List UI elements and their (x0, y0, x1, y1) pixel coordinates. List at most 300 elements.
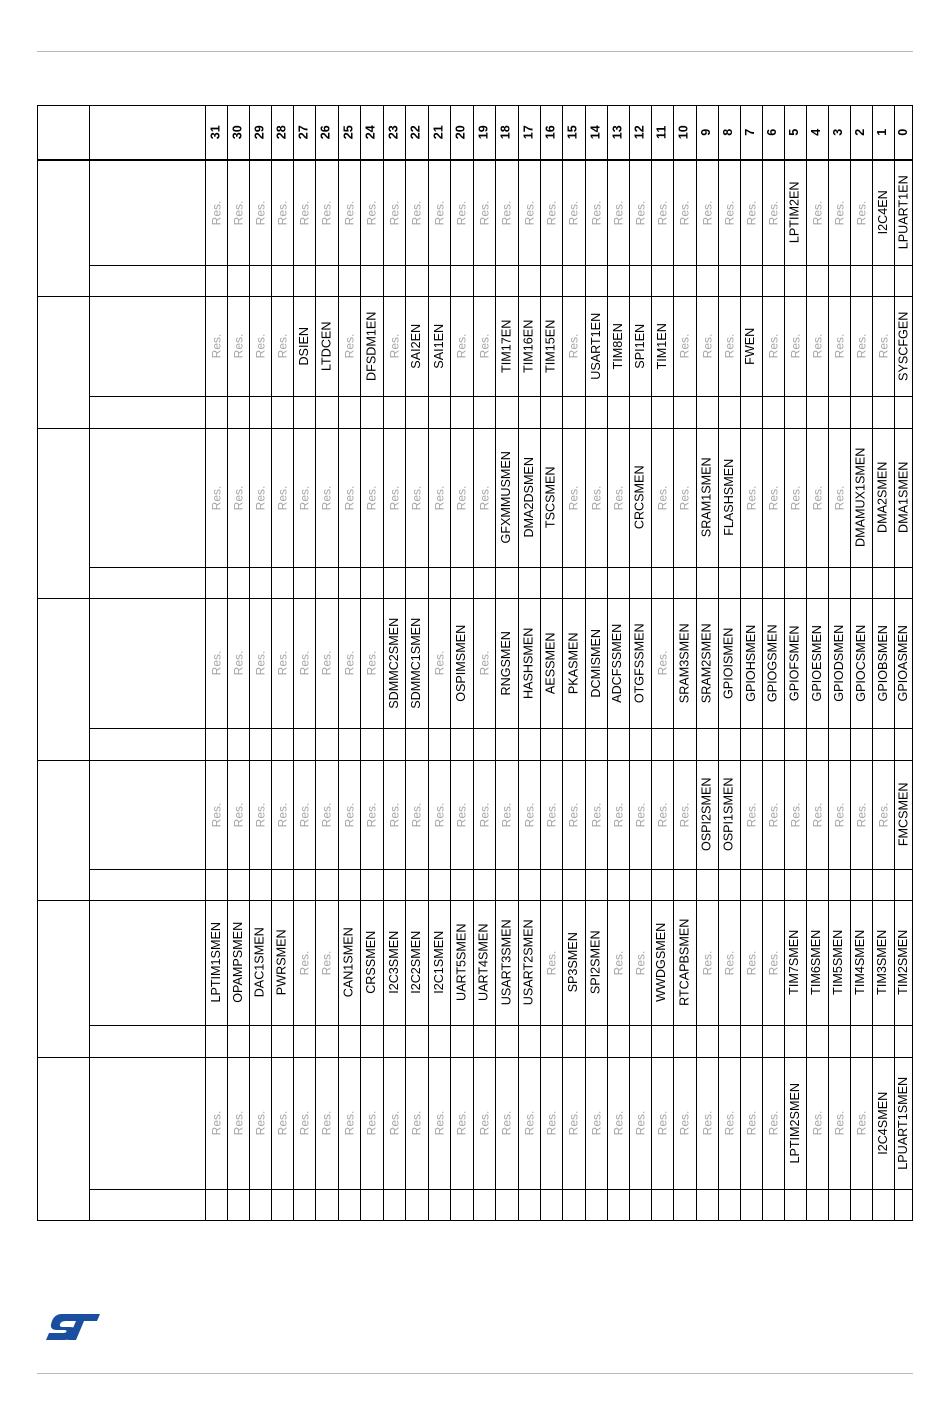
register-field (784, 760, 806, 869)
register-field (205, 1057, 227, 1189)
reserved-field-label: Res. (253, 200, 267, 225)
reserved-field-label: Res. (209, 200, 223, 225)
reserved-field-label: Res. (566, 200, 581, 225)
reserved-field-label: Res. (499, 802, 514, 827)
register-field (850, 428, 872, 567)
register-field (651, 160, 673, 265)
bit-number (607, 105, 629, 160)
register-field (718, 598, 740, 728)
register-field (227, 900, 249, 1025)
bit-number-label: 10 (677, 125, 692, 140)
field-name-label: WWDGSMEN (654, 922, 669, 1003)
reserved-field-label: Res. (209, 333, 223, 359)
reserved-field-label: Res. (209, 1110, 223, 1136)
register-field (629, 760, 651, 869)
reserved-field-label: Res. (876, 333, 890, 359)
register-field (473, 598, 495, 728)
register-field (607, 296, 629, 396)
register-field (495, 900, 518, 1025)
register-field (383, 296, 405, 396)
register-field (806, 160, 828, 265)
register-field (651, 760, 673, 869)
bit-number-label: 31 (208, 125, 223, 140)
register-field (562, 760, 585, 869)
field-name-label: GPIODSMEN (831, 624, 846, 702)
register-field (293, 760, 315, 869)
field-name-label: LPTIM2EN (787, 181, 802, 244)
field-name-label: SAI1EN (431, 323, 446, 369)
register-field (894, 760, 913, 869)
bit-number-label: 26 (319, 125, 334, 140)
register-field (673, 160, 696, 265)
register-field (850, 598, 872, 728)
reserved-field-label: Res. (744, 802, 758, 827)
reserved-field-label: Res. (387, 485, 401, 510)
register-field (696, 428, 718, 567)
register-field (806, 900, 828, 1025)
reserved-field-label: Res. (477, 485, 491, 510)
register-field (740, 1057, 762, 1189)
bit-number-label: 27 (296, 125, 311, 140)
register-field (271, 1057, 293, 1189)
reserved-field-label: Res. (454, 485, 469, 510)
field-name-label: I2C1SMEN (431, 931, 446, 994)
register-field (450, 296, 473, 396)
register-field (315, 760, 338, 869)
reserved-field-label: Res. (744, 485, 758, 510)
field-name-label: LPTIM1SMEN (208, 922, 223, 1003)
reserved-field-label: Res. (275, 802, 289, 827)
register-field (383, 598, 405, 728)
register-field (784, 160, 806, 265)
reserved-field-label: Res. (677, 1110, 692, 1136)
register-field (360, 1057, 383, 1189)
register-field (450, 160, 473, 265)
register-field (360, 160, 383, 265)
register-field (872, 428, 894, 567)
register-field (740, 160, 762, 265)
register-field (249, 160, 271, 265)
reserved-field-label: Res. (297, 1110, 311, 1136)
bit-number-label: 12 (632, 125, 647, 140)
field-name-label: PKASMEN (566, 632, 581, 694)
register-field (629, 900, 651, 1025)
register-field (651, 598, 673, 728)
register-field (428, 1057, 450, 1189)
field-name-label: SRAM3SMEN (677, 623, 692, 703)
field-name-label: SPI1EN (632, 323, 647, 369)
register-field (718, 296, 740, 396)
field-name-label: OSPI1SMEN (721, 777, 736, 852)
register-field (696, 296, 718, 396)
bit-number-label: 17 (521, 125, 536, 140)
reserved-field-label: Res. (297, 200, 311, 225)
register-field (784, 598, 806, 728)
bit-number (360, 105, 383, 160)
bit-number (495, 105, 518, 160)
register-field (673, 900, 696, 1025)
reserved-field-label: Res. (387, 1110, 401, 1136)
reserved-field-label: Res. (253, 650, 267, 676)
reserved-field-label: Res. (722, 950, 736, 975)
register-field (784, 428, 806, 567)
reserved-field-label: Res. (209, 650, 223, 676)
register-field (473, 760, 495, 869)
register-field (360, 900, 383, 1025)
field-name-label: AESSMEN (543, 632, 558, 694)
bit-number-label: 20 (454, 125, 469, 140)
field-name-label: SDMMC2SMEN (386, 617, 401, 709)
reserved-field-label: Res. (677, 333, 692, 359)
bit-number-label: 9 (699, 128, 714, 137)
field-name-label: SAI2EN (409, 323, 424, 369)
register-field (894, 598, 913, 728)
register-field (762, 296, 784, 396)
register-field (762, 598, 784, 728)
register-field (872, 160, 894, 265)
label-column-divider (89, 105, 90, 1221)
bit-number (293, 105, 315, 160)
register-field (338, 160, 360, 265)
bit-number (405, 105, 428, 160)
field-name-label: TIM1EN (654, 322, 669, 370)
register-field (540, 296, 562, 396)
bit-number (227, 105, 249, 160)
reserved-field-label: Res. (876, 802, 890, 827)
register-field (315, 1057, 338, 1189)
bit-number (205, 105, 227, 160)
reserved-field-label: Res. (342, 1110, 356, 1136)
register-field (740, 900, 762, 1025)
bit-number (806, 105, 828, 160)
register-field (227, 296, 249, 396)
register-field (872, 296, 894, 396)
reserved-field-label: Res. (231, 200, 245, 225)
reserved-field-label: Res. (209, 485, 223, 510)
field-name-label: PWRSMEN (274, 929, 289, 996)
register-field (338, 296, 360, 396)
reserved-field-label: Res. (700, 333, 714, 359)
field-name-label: GPIOGSMEN (765, 624, 780, 702)
bit-number (473, 105, 495, 160)
reserved-field-label: Res. (677, 200, 692, 225)
register-field (249, 900, 271, 1025)
reserved-field-label: Res. (700, 950, 714, 975)
reserved-field-label: Res. (387, 200, 401, 225)
reserved-field-label: Res. (409, 1110, 424, 1136)
reserved-field-label: Res. (342, 333, 356, 359)
reserved-field-label: Res. (364, 802, 379, 827)
register-field (718, 1057, 740, 1189)
reserved-field-label: Res. (854, 200, 868, 225)
bit-number (428, 105, 450, 160)
reserved-field-label: Res. (499, 1110, 514, 1136)
register-field (473, 900, 495, 1025)
field-name-label: GPIOHSMEN (743, 624, 758, 702)
register-field (495, 1057, 518, 1189)
bit-number (784, 105, 806, 160)
reserved-field-label: Res. (209, 802, 223, 827)
reserved-field-label: Res. (611, 485, 625, 510)
register-field (293, 1057, 315, 1189)
reserved-field-label: Res. (477, 802, 491, 827)
reserved-field-label: Res. (832, 333, 846, 359)
bit-number (585, 105, 607, 160)
register-field (338, 760, 360, 869)
register-field (872, 1057, 894, 1189)
bit-number-label: 22 (409, 125, 424, 140)
reserved-field-label: Res. (722, 1110, 736, 1136)
field-name-label: DMA1SMEN (896, 461, 911, 534)
reserved-field-label: Res. (700, 200, 714, 225)
register-field (293, 428, 315, 567)
register-field (227, 428, 249, 567)
reserved-field-label: Res. (275, 1110, 289, 1136)
register-field (828, 760, 850, 869)
register-field (360, 428, 383, 567)
reserved-field-label: Res. (342, 650, 356, 676)
register-field (651, 428, 673, 567)
field-name-label: SPI2SMEN (588, 930, 603, 995)
field-name-label: TSCSMEN (543, 466, 558, 529)
bit-number (271, 105, 293, 160)
register-field (473, 428, 495, 567)
register-field (540, 1057, 562, 1189)
reserved-field-label: Res. (364, 200, 379, 225)
register-field (784, 1057, 806, 1189)
register-field (696, 900, 718, 1025)
bit-number (894, 105, 913, 160)
reserved-field-label: Res. (611, 200, 625, 225)
bit-number-label: 25 (341, 125, 356, 140)
field-name-label: USART1EN (588, 312, 603, 380)
register-field (828, 160, 850, 265)
field-name-label: CAN1SMEN (341, 927, 356, 998)
bit-number-label: 7 (743, 128, 758, 137)
bit-number-label: 16 (543, 125, 558, 140)
reserved-field-label: Res. (744, 1110, 758, 1136)
register-field (315, 598, 338, 728)
register-field (585, 900, 607, 1025)
register-field (271, 296, 293, 396)
register-field (850, 900, 872, 1025)
reserved-field-label: Res. (655, 1110, 669, 1136)
register-field (894, 296, 913, 396)
register-field (806, 1057, 828, 1189)
reserved-field-label: Res. (589, 1110, 603, 1136)
st-logo-icon (44, 1312, 102, 1342)
reserved-field-label: Res. (766, 200, 780, 225)
register-field (405, 1057, 428, 1189)
field-name-label: OPAMPSMEN (230, 922, 245, 1003)
field-name-label: DMA2DSMEN (521, 457, 536, 538)
subrow-divider (89, 567, 913, 568)
register-field (495, 598, 518, 728)
reserved-field-label: Res. (454, 802, 469, 827)
register-field (205, 428, 227, 567)
register-field (315, 900, 338, 1025)
field-name-label: LPTIM2SMEN (787, 1082, 802, 1164)
bit-number-label: 6 (765, 128, 780, 137)
register-field (450, 1057, 473, 1189)
register-field (518, 428, 540, 567)
reserved-field-label: Res. (788, 333, 802, 359)
register-field (405, 296, 428, 396)
bit-number-label: 0 (896, 128, 911, 137)
reserved-field-label: Res. (477, 200, 491, 225)
register-field (205, 598, 227, 728)
register-field (450, 428, 473, 567)
register-field (271, 900, 293, 1025)
bit-number-label: 1 (875, 128, 890, 137)
register-field (872, 598, 894, 728)
field-name-label: LPUART1SMEN (896, 1076, 911, 1170)
field-name-label: TIM8EN (610, 322, 625, 370)
register-field (473, 160, 495, 265)
register-field (293, 160, 315, 265)
register-field (428, 598, 450, 728)
bit-number (338, 105, 360, 160)
bit-number (249, 105, 271, 160)
register-field (872, 760, 894, 869)
reserved-field-label: Res. (253, 485, 267, 510)
reserved-field-label: Res. (409, 802, 424, 827)
register-field (740, 760, 762, 869)
register-field (784, 296, 806, 396)
reserved-field-label: Res. (766, 485, 780, 510)
register-field (806, 760, 828, 869)
register-field (540, 428, 562, 567)
register-field (227, 1057, 249, 1189)
register-field (405, 900, 428, 1025)
reserved-field-label: Res. (477, 650, 491, 676)
field-name-label: OSPIMSMEN (454, 624, 469, 702)
reserved-field-label: Res. (275, 485, 289, 510)
register-field (585, 296, 607, 396)
register-field (249, 1057, 271, 1189)
reserved-field-label: Res. (275, 333, 289, 359)
reserved-field-label: Res. (231, 1110, 245, 1136)
bit-number-label: 29 (252, 125, 267, 140)
register-field (562, 160, 585, 265)
register-field (696, 598, 718, 728)
register-field (762, 900, 784, 1025)
reserved-field-label: Res. (409, 200, 424, 225)
register-field (518, 598, 540, 728)
register-field (428, 160, 450, 265)
register-field (894, 900, 913, 1025)
field-name-label: GPIOFSMEN (787, 625, 802, 701)
register-field (338, 900, 360, 1025)
subrow-divider (89, 1189, 913, 1190)
reserved-field-label: Res. (566, 802, 581, 827)
register-field (249, 598, 271, 728)
reserved-field-label: Res. (387, 802, 401, 827)
field-name-label: SDMMC1SMEN (409, 617, 424, 709)
field-name-label: I2C4EN (875, 190, 890, 235)
field-name-label: SRAM1SMEN (699, 457, 714, 538)
register-field (629, 296, 651, 396)
reserved-field-label: Res. (342, 485, 356, 510)
field-name-label: HASHSMEN (521, 627, 536, 699)
reserved-field-label: Res. (854, 1110, 868, 1136)
reserved-field-label: Res. (589, 200, 603, 225)
register-field (828, 296, 850, 396)
register-field (607, 160, 629, 265)
register-field (428, 296, 450, 396)
reserved-field-label: Res. (253, 1110, 267, 1136)
bit-number-label: 30 (230, 125, 245, 140)
field-name-label: TIM17EN (499, 319, 514, 373)
register-field (828, 598, 850, 728)
register-field (607, 428, 629, 567)
register-field (828, 1057, 850, 1189)
reserved-field-label: Res. (319, 950, 334, 975)
reserved-field-label: Res. (342, 200, 356, 225)
register-field (894, 160, 913, 265)
register-field (718, 900, 740, 1025)
field-name-label: TIM5SMEN (831, 929, 846, 996)
reserved-field-label: Res. (432, 200, 446, 225)
reserved-field-label: Res. (744, 950, 758, 975)
register-field (271, 160, 293, 265)
reserved-field-label: Res. (319, 200, 334, 225)
field-name-label: LTDCEN (319, 321, 334, 371)
register-field (629, 428, 651, 567)
register-field (673, 428, 696, 567)
register-field (405, 428, 428, 567)
bit-number (383, 105, 405, 160)
reserved-field-label: Res. (611, 802, 625, 827)
field-name-label: SRAM2SMEN (699, 623, 714, 703)
register-field (293, 900, 315, 1025)
bit-number-label: 24 (364, 125, 379, 140)
reserved-field-label: Res. (231, 333, 245, 359)
field-name-label: CRCSMEN (632, 465, 647, 530)
register-field (850, 296, 872, 396)
reserved-field-label: Res. (477, 1110, 491, 1136)
field-name-label: FMCSMEN (896, 782, 911, 847)
header-rule (37, 51, 913, 52)
register-field (651, 296, 673, 396)
reserved-field-label: Res. (810, 200, 824, 225)
reserved-field-label: Res. (231, 485, 245, 510)
register-field (405, 160, 428, 265)
register-field (205, 160, 227, 265)
register-field (518, 760, 540, 869)
footer-rule (37, 1373, 913, 1374)
reserved-field-label: Res. (854, 802, 868, 827)
register-field (383, 900, 405, 1025)
reserved-field-label: Res. (522, 802, 536, 827)
register-field (894, 428, 913, 567)
bit-number-label: 8 (721, 128, 736, 137)
field-name-label: TIM15EN (543, 319, 558, 373)
register-field (718, 760, 740, 869)
register-field (673, 760, 696, 869)
register-field (383, 160, 405, 265)
subrow-divider (89, 1025, 913, 1026)
register-field (473, 1057, 495, 1189)
field-name-label: USART2SMEN (521, 919, 536, 1006)
reserved-field-label: Res. (364, 485, 379, 510)
register-field (718, 428, 740, 567)
field-name-label: GFXMMUSMEN (499, 451, 514, 544)
register-field (271, 760, 293, 869)
register-field (562, 296, 585, 396)
register-field (249, 428, 271, 567)
bit-number (315, 105, 338, 160)
